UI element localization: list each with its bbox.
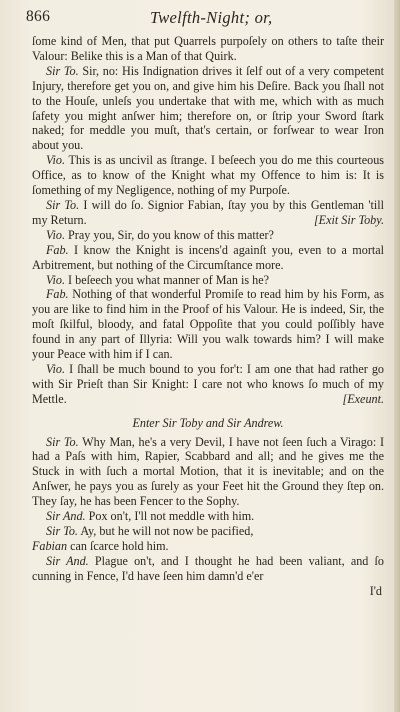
speaker-name: Vio. [46, 272, 65, 287]
speech-paragraph [32, 243, 384, 273]
speech-text: I beſeech you what manner of Man is he? [68, 272, 269, 287]
speech-paragraph [32, 524, 384, 539]
page-edge [394, 0, 400, 712]
speech-text: I ſhall be much bound to you for't: I am one that had rather go with Sir Prieſt than Sir Knight: I care not who knows ſo much of my Mettle. [32, 361, 384, 406]
speech-paragraph [32, 273, 384, 288]
stage-direction-enter: Enter Sir Toby and Sir Andrew. [132, 415, 284, 430]
speech-paragraph [32, 539, 384, 554]
speech-paragraph [32, 435, 384, 510]
speaker-name: Sir To. [46, 197, 80, 212]
speaker-name: Vio. [46, 227, 65, 242]
speech-paragraph [32, 153, 384, 198]
speaker-name: Sir To. [46, 63, 79, 78]
speaker-name: Fab. [46, 287, 69, 302]
speaker-name: Vio. [46, 361, 65, 376]
speaker-name: Sir And. [46, 553, 89, 568]
speech-paragraph [32, 554, 384, 584]
speech-text: Pox on't, I'll not meddle with him. [88, 509, 255, 524]
speech-text: Nothing of that wonderful Promiſe to read him by his Form, as you are like to find him in the Proof of his Valour. He is indeed, Sir, the moſt ſkilful, bloody, and fatal Oppoſite that you could poſſibly have found in any part of Illyria: Will you walk towards him? I will make your Peace with him if I can. [32, 287, 384, 362]
speech-text: Ay, but he will not now be pacified, [80, 524, 254, 538]
speaker-name: Sir To. [46, 524, 78, 538]
speech-paragraph [32, 228, 384, 243]
speaker-name: Sir To. [46, 434, 79, 449]
speech-text: Why Man, he's a very Devil, I have not ſeen ſuch a Virago: I had a Paſs with him, Rapier, Scabbard and all; and he gives me the Stuck in with ſuch a mortal Motion, that it is inevitable; and on the Anſwer, he pays you as ſurely as your Feet hit the Ground they ſtep on. They ſay, he has been Fencer to the Sophy. [32, 434, 384, 509]
running-header [26, 6, 384, 34]
speech-text: Plague on't, and I thought he had been valiant, and ſo cunning in Fence, I'd have ſeen him damn'd e'er [32, 553, 384, 583]
running-title: Twelfth-Night; or, [150, 8, 273, 27]
stage-direction-exit: [Exeunt. [342, 391, 384, 406]
speech-paragraph [32, 362, 384, 407]
play-text [32, 34, 384, 584]
speaker-name: Fabian [32, 538, 68, 553]
catchword: I'd [369, 583, 382, 598]
speech-paragraph [32, 64, 384, 153]
speaker-name: Sir And. [46, 509, 86, 524]
page-number: 866 [26, 8, 51, 25]
stage-direction-exit: [Exit Sir Toby. [313, 212, 384, 227]
speech-paragraph [32, 509, 384, 524]
speech-text: ſome kind of Men, that put Quarrels purpoſely on others to taſte their Valour: Belike this is a Man of that Quirk. [32, 34, 384, 63]
speech-text: I will do ſo. Signior Fabian, ſtay you by this Gentleman 'till my Return. [32, 197, 385, 227]
speech-text: can ſcarce hold him. [70, 538, 169, 553]
speech-text: Sir, no: His Indignation drives it ſelf out of a very competent Injury, therefore get you on, and give him his Deſire. Back you ſhall not to the Houſe, unleſs you undertake that with me, which with as much ſafety you might anſwer him; therefore on, or ſtrip your Sword ſtark naked; for meddle you muſt, that's certain, or forſwear to wear Iron about you. [32, 63, 384, 153]
speech-paragraph [32, 198, 384, 228]
speaker-name: Fab. [46, 242, 69, 257]
speech-paragraph [32, 287, 384, 362]
speech-text: This is as uncivil as ſtrange. I beſeech you do me this courteous Office, as to know of the Knight what my Offence to him is: It is ſomething of my Negligence, nothing of my Purpoſe. [32, 153, 384, 198]
speaker-name: Vio. [46, 153, 65, 168]
speech-paragraph [32, 34, 384, 64]
speech-text: Pray you, Sir, do you know of this matter? [68, 227, 274, 242]
speech-text: I know the Knight is incens'd againſt you, even to a mortal Arbitrement, but nothing of the Circumſtance more. [32, 242, 384, 272]
